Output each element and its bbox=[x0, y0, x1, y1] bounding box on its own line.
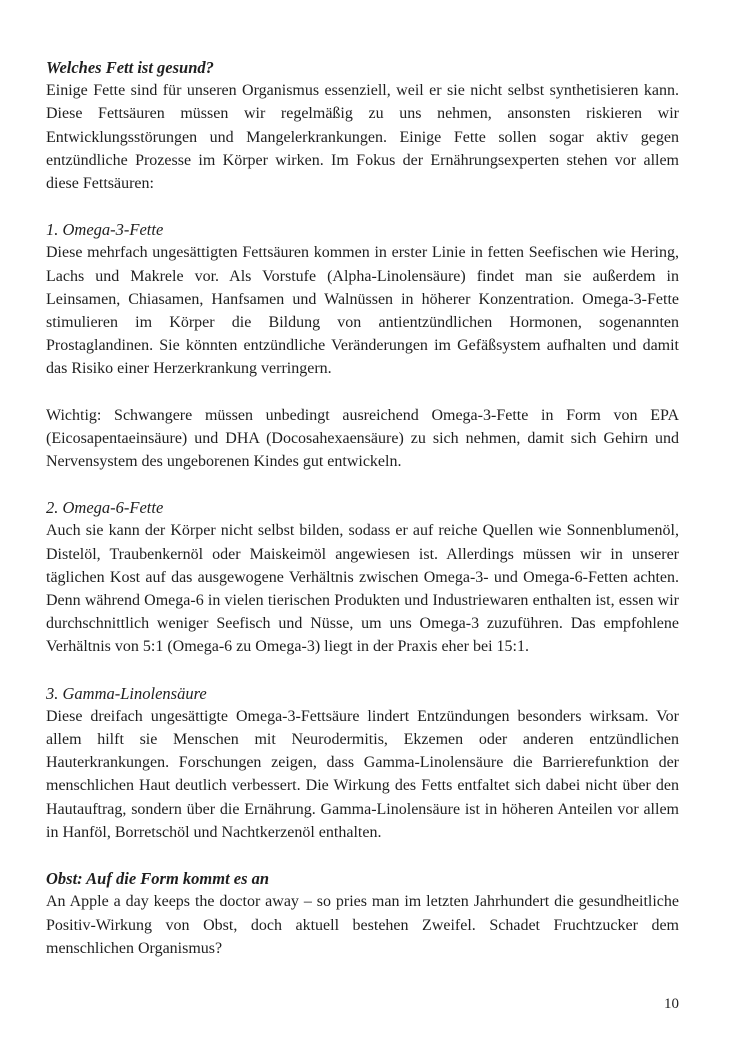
paragraph-obst-fruchtzucker: An Apple a day keeps the doctor away – so pries man im letzten Jahrhundert die gesundheitliche Positiv-Wirkung von Obst, doch aktuell bestehen Zweifel. Schadet Fruchtzucker dem menschlichen Organismus? bbox=[46, 893, 679, 957]
subheading-omega-6-fette: 2. Omega-6-Fette bbox=[46, 498, 164, 518]
page-footer bbox=[664, 995, 679, 1013]
paragraph-omega-6: Auch sie kann der Körper nicht selbst bilden, sodass er auf reiche Quellen wie Sonnenblumenöl, Distelöl, Traubenkernöl oder Maiskeimöl angewiesen ist. Allerdings müssen wir in unserer täglichen Kost auf das ausgewogene Verhältnis zwischen Omega-3- und Omega-6-Fetten achten. Denn während Omega-6 in vielen tierischen Produkten und Industriewaren enthalten ist, essen wir durchschnittlich weniger Seefisch und Nüsse, um uns Omega-3 zuzuführen. Das empfohlene Verhältnis von 5:1 (Omega-6 zu Omega-3) liegt in der Praxis eher bei 15:1. bbox=[46, 522, 679, 656]
page-content bbox=[46, 56, 679, 983]
paragraph-wichtig-schwangere: Wichtig: Schwangere müssen unbedingt ausreichend Omega-3-Fette in Form von EPA (Eicosapentaeinsäure) und DHA (Docosahexaensäure) zu sich nehmen, damit sich Gehirn und Nervensystem des ungeborenen Kindes gut entwickeln. bbox=[46, 406, 679, 471]
paragraph-gamma-linolensaeure: Diese dreifach ungesättigte Omega-3-Fettsäure lindert Entzündungen besonders wirksam. Vor allem hilft sie Menschen mit Neurodermitis, Ekzemen oder anderen entzündlichen Hauterkrankungen. Forschungen zeigen, dass Gamma-Linolensäure die Barrierefunktion der menschlichen Haut deutlich verbessert. Die Wirkung des Fetts entfaltet sich dabei nicht über den Hautauftrag, sondern über die Ernährung. Gamma-Linolensäure ist in höheren Anteilen vor allem in Hanföl, Borretschöl und Nachtkerzenöl enthalten. bbox=[46, 707, 679, 841]
section-heading-obst-form: Obst: Auf die Form kommt es an bbox=[46, 869, 270, 889]
section-heading-welches-fett-ist-gesund: Welches Fett ist gesund? bbox=[46, 58, 214, 77]
paragraph-omega-3: Diese mehrfach ungesättigten Fettsäuren kommen in erster Linie in fetten Seefischen wie Hering, Lachs und Makrele vor. Als Vorstufe (Alpha-Linolensäure) findet man sie außerdem in Leinsamen, Chiasamen, Hanfsamen und Walnüssen in höherer Konzentration. Omega-3-Fette stimulieren im Körper die Bildung von antientzündlichen Hormonen, sogenannten Prostaglandinen. Sie könnten entzündliche Veränderungen im Gefäßsystem aufhalten und damit das Risiko einer Herzerkrankung verringern. bbox=[46, 244, 679, 378]
paragraph-intro-essential-fats: Einige Fette sind für unseren Organismus essenziell, weil er sie nicht selbst synthetisieren kann. Diese Fettsäuren müssen wir regelmäßig zu uns nehmen, ansonsten riskieren wir Entwicklungsstörungen und Mangelerkrankungen. Einige Fette sollen sogar aktiv gegen entzündliche Prozesse im Körper wirken. Im Fokus der Ernährungsexperten stehen vor allem diese Fettsäuren: bbox=[46, 82, 679, 193]
subheading-gamma-linolensaeure: 3. Gamma-Linolensäure bbox=[46, 683, 207, 703]
subheading-omega-3-fette: 1. Omega-3-Fette bbox=[46, 220, 164, 240]
page-number: 10 bbox=[664, 996, 679, 1012]
